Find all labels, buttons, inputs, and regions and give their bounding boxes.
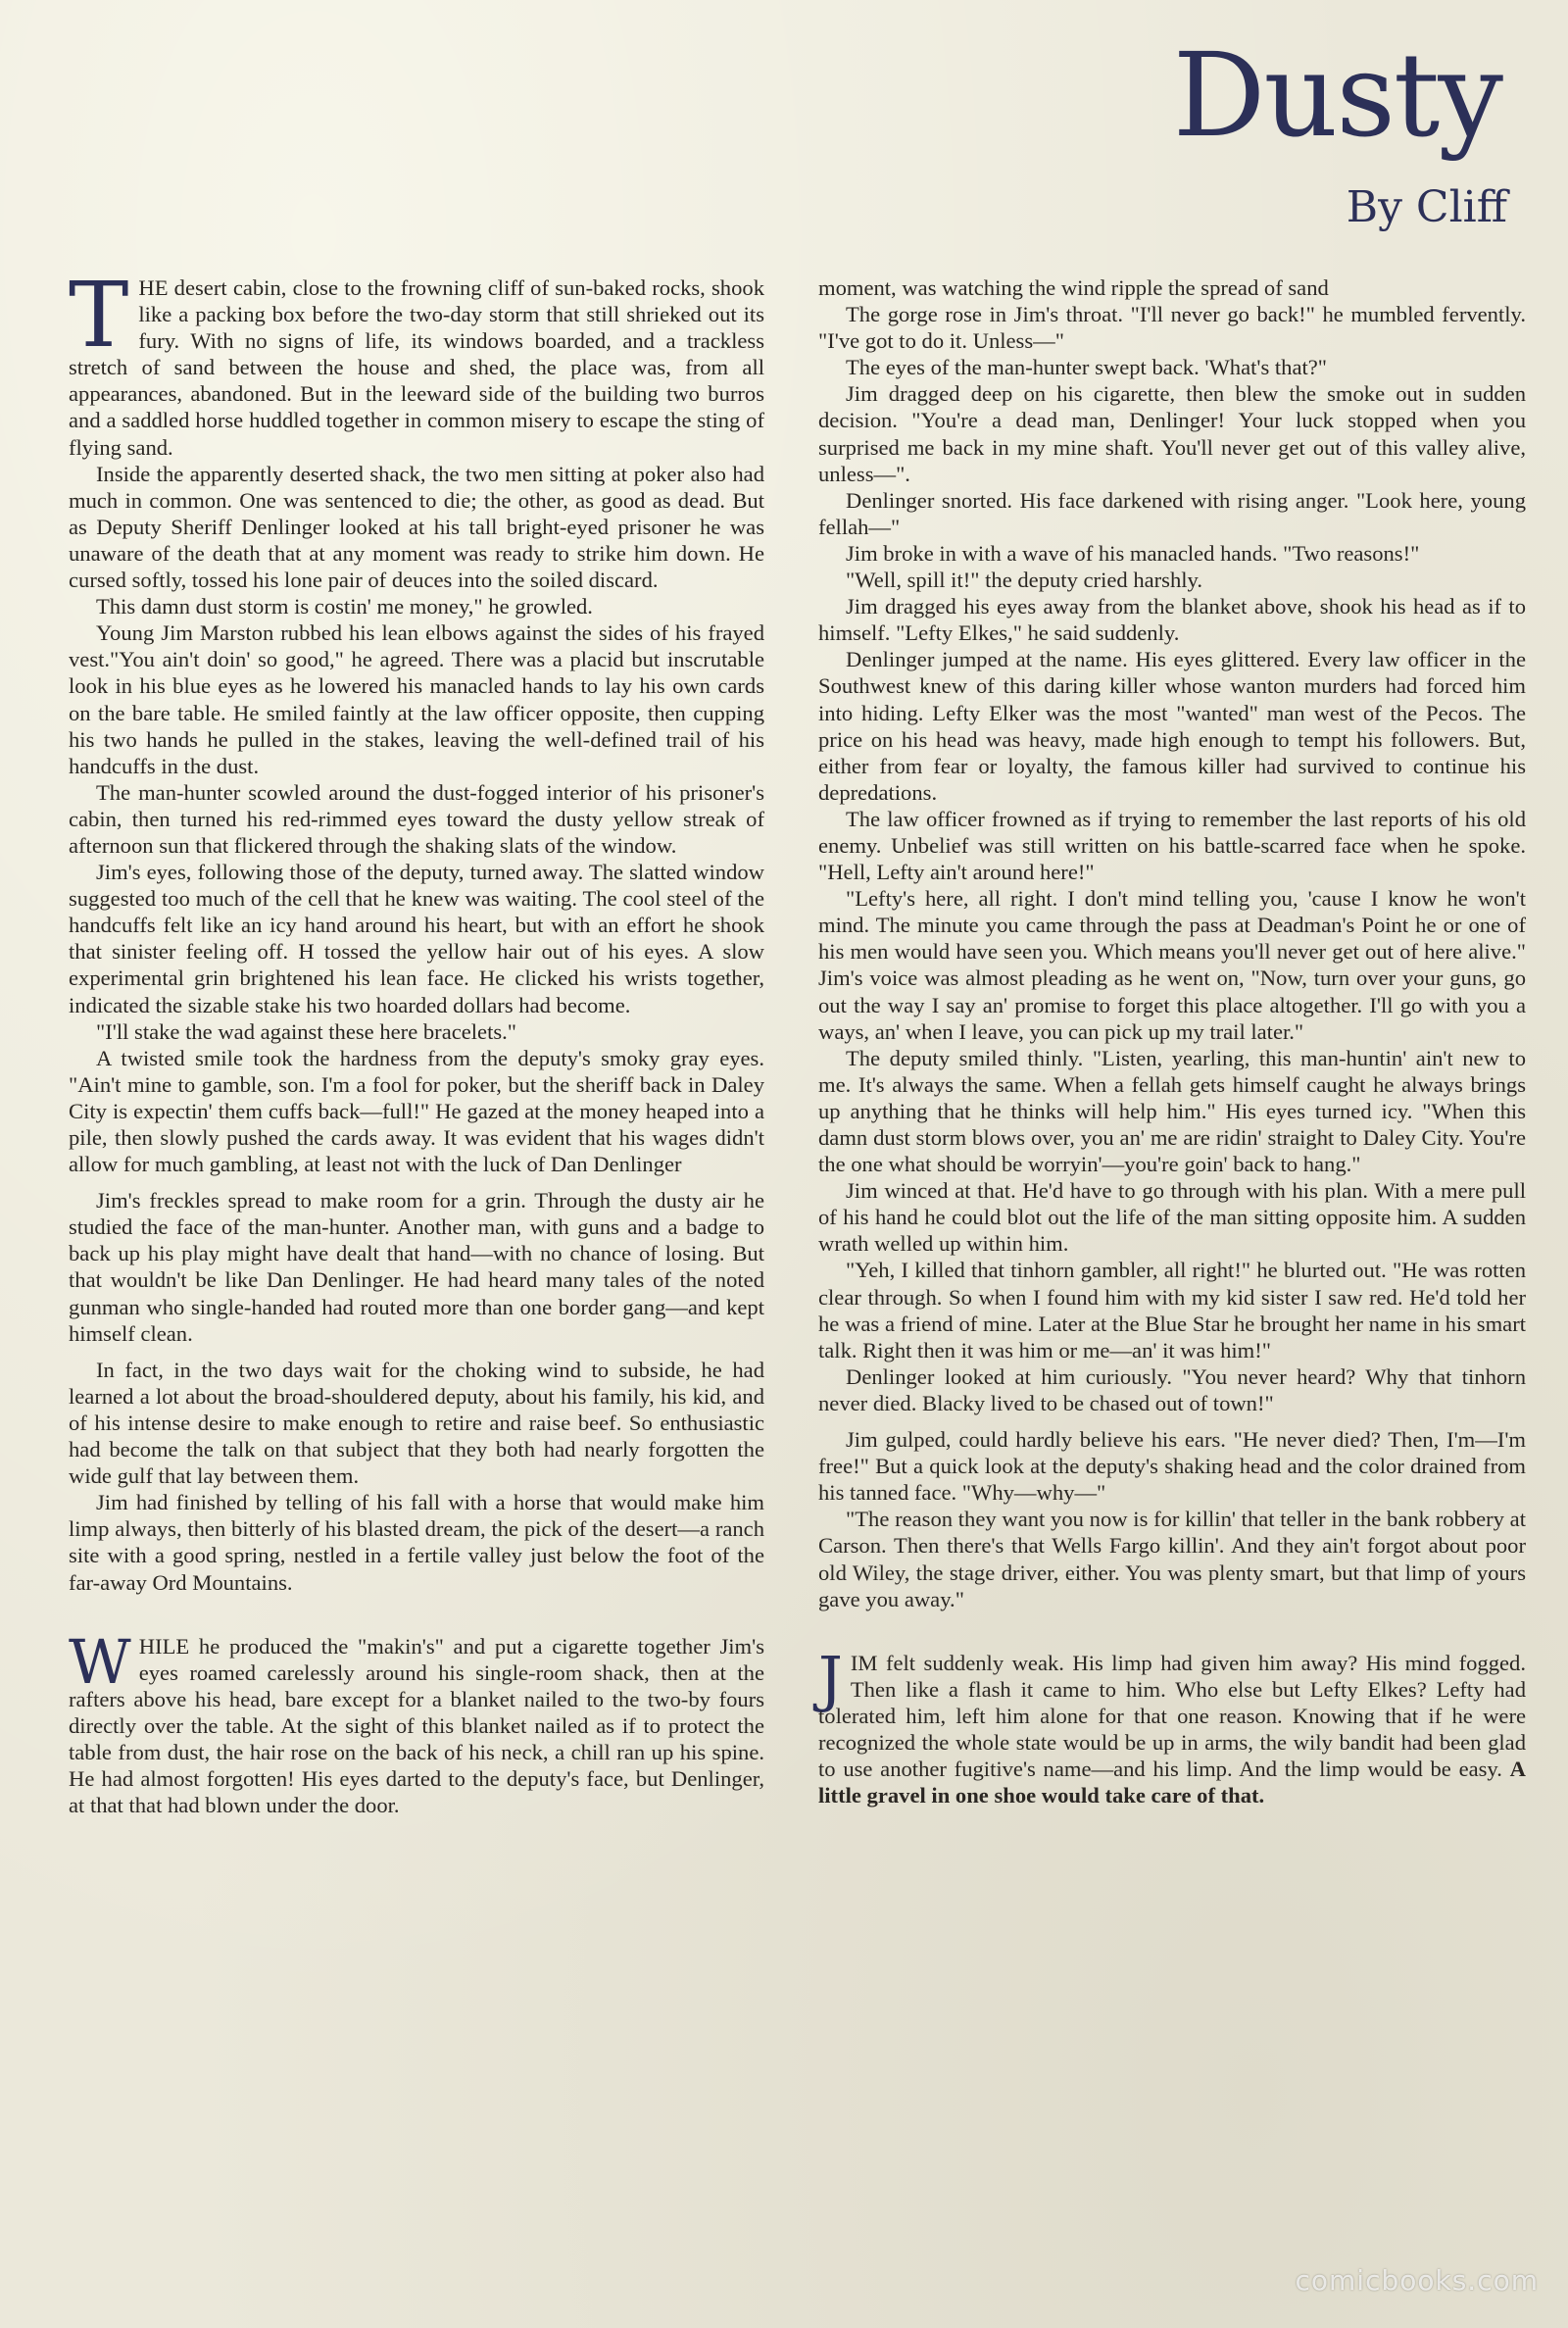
paragraph: A twisted smile took the hardness from the deputy's smoky gray eyes. "Ain't mine to gamble, son. I'm a fool for poker, but the sheriff back in Daley City is expectin' them cuffs back—full!" He gazed at the money heaped into a pile, then slowly pushed the cards away. It was evident that his wages didn't allow for much gambling, at least not with the luck of Dan Denlinger bbox=[69, 1045, 764, 1177]
paragraph-text: HILE he produced the "makin's" and put a cigarette together Jim's eyes roamed carelessly around his single-room shack, then at the rafters above his head, bare except for a blanket nailed to the two-by fours directly over the table. At the sight of this blanket nailed as if to protect the table from dust, the hair rose on the back of his neck, a chill ran up his spine. He had almost forgotten! His eyes darted to the deputy's face, but Denlinger, at that that had blown under the door. bbox=[69, 1633, 764, 1818]
paragraph-ending: A little gravel in one shoe would take care of that. bbox=[818, 1757, 1526, 1808]
paragraph: "I'll stake the wad against these here bracelets." bbox=[96, 1018, 517, 1044]
paragraph: Inside the apparently deserted shack, the two men sitting at poker also had much in common. One was sentenced to die; the other, as good as dead. But as Deputy Sheriff Denlinger looked at his tall bright-eyed prisoner he was unaware of the death that at any moment was ready to strike him down. He cursed softly, tossed his lone pair of deuces into the soiled discard. bbox=[69, 461, 764, 593]
paragraph: This damn dust storm is costin' me money," he growled. bbox=[96, 594, 593, 619]
paragraph bbox=[818, 1642, 1526, 1809]
paragraph: Denlinger snorted. His face darkened with rising anger. "Look here, young fellah—" bbox=[818, 487, 1526, 539]
story-byline: By Cliff bbox=[1346, 182, 1507, 232]
paragraph: moment, was watching the wind ripple the spread of sand bbox=[818, 275, 1329, 300]
paragraph: Denlinger looked at him curiously. "You never heard? Why that tinhorn never died. Blacky lived to be chased out of town!" bbox=[818, 1363, 1526, 1415]
paragraph-text: IM felt suddenly weak. His limp had given him away? His mind fogged. Then like a flash it came to him. Who else but Lefty Elkes? Lefty had tolerated him, left him alone for that one reason. Knowing that if he were recognized the whole state would be up in arms, the wily bandit had been glad to use another fugitive's name—and his limp. And the limp would be easy. bbox=[818, 1650, 1526, 1782]
paragraph: Jim dragged deep on his cigarette, then blew the smoke out in sudden decision. "You're a dead man, Denlinger! Your luck stopped when you surprised me back in my mine shaft. You'll never get out of this valley alive, unless—". bbox=[818, 381, 1526, 486]
drop-cap: J bbox=[818, 1642, 843, 1714]
drop-cap: T bbox=[69, 263, 129, 368]
paragraph bbox=[69, 263, 764, 461]
paragraph: The law officer frowned as if trying to remember the last reports of his old enemy. Unbelief was still written on his battle-scarred face when he spoke. "Hell, Lefty ain't around here!" bbox=[818, 806, 1526, 885]
paragraph: "Yeh, I killed that tinhorn gambler, all right!" he blurted out. "He was rotten clear through. So when I found him with my kid sister I saw red. He'd told her he was a friend of mine. Later at the Blue Star he brought her name in his smart talk. Right then it was him or me—an' it was him!" bbox=[818, 1258, 1526, 1362]
paragraph: Jim broke in with a wave of his manacled hands. "Two reasons!" bbox=[846, 540, 1420, 566]
paragraph: Jim's freckles spread to make room for a grin. Through the dusty air he studied the face of the man-hunter. Another man, with guns and a badge to back up his play might have dealt that hand—with no chance of losing. But that wouldn't be like Dan Denlinger. He had heard many tales of the noted gunman who single-handed had routed more than one border gang—and kept himself clean. bbox=[69, 1188, 764, 1346]
paragraph: Jim had finished by telling of his fall with a horse that would make him limp always, then bitterly of his blasted dream, the pick of the desert—a ranch site with a good spring, nestled in a fertile valley just below the foot of the far-away Ord Mountains. bbox=[69, 1490, 764, 1595]
paragraph: "Lefty's here, all right. I don't mind telling you, 'cause I know he won't mind. The minute you came through the pass at Deadman's Point he or one of his men would have seen you. Which means you'll never get out of here alive." Jim's voice was almost pleading as he went on, "Now, turn over your guns, go out the way I say an' promise to forget this place altogether. I'll go with you a ways, an' when I leave, you can pick up my trail later." bbox=[818, 886, 1526, 1044]
paragraph: The deputy smiled thinly. "Listen, yearling, this man-huntin' ain't new to me. It's always the same. When a fellah gets himself caught he always brings up anything that he thinks will help him." His eyes turned icy. "When this damn dust storm blows over, you an' me are ridin' straight to Daley City. You're the one what should be worryin'—you're goin' back to hang." bbox=[818, 1045, 1526, 1177]
story-title: Dusty bbox=[1172, 27, 1501, 163]
paragraph: The man-hunter scowled around the dust-fogged interior of his prisoner's cabin, then turned his red-rimmed eyes toward the dusty yellow streak of afternoon sun that flickered through the shaking slats of the window. bbox=[69, 779, 764, 858]
paragraph: Denlinger jumped at the name. His eyes glittered. Every law officer in the Southwest knew of this daring killer whose wanton murders had forced him into hiding. Lefty Elker was the most "wanted" man west of the Pecos. The price on his head was heavy, made high enough to tempt his followers. But, either from fear or loyalty, the famous killer had survived to continue his depredations. bbox=[818, 647, 1526, 805]
drop-cap: W bbox=[69, 1625, 131, 1698]
right-column bbox=[818, 274, 1526, 1808]
watermark: comicbooks.com bbox=[1295, 2264, 1539, 2297]
paragraph: In fact, in the two days wait for the choking wind to subside, he had learned a lot about the broad-shouldered deputy, about his family, his kid, and of his intense desire to make enough to retire and raise beef. So enthusiastic had become the talk on that subject that they both had nearly forgotten the wide gulf that lay between them. bbox=[69, 1357, 764, 1489]
paragraph: The gorge rose in Jim's throat. "I'll never go back!" he mumbled fervently. "I've got to do it. Unless—" bbox=[818, 302, 1526, 354]
paragraph: The eyes of the man-hunter swept back. 'What's that?" bbox=[846, 355, 1328, 380]
paragraph bbox=[69, 1625, 764, 1819]
paragraph: "Well, spill it!" the deputy cried harshly. bbox=[846, 568, 1203, 593]
paragraph: Young Jim Marston rubbed his lean elbows against the sides of his frayed vest."You ain't doin' so good," he agreed. There was a placid but inscrutable look in his blue eyes as he lowered his manacled hands to lay his own cards on the bare table. He smiled faintly at the law officer opposite, then cupping his two hands he pulled in the stakes, leaving the well-defined trail of his handcuffs in the dust. bbox=[69, 620, 764, 778]
paragraph: Jim gulped, could hardly believe his ears. "He never died? Then, I'm—I'm free!" But a quick look at the deputy's shaking head and the color drained from his tanned face. "Why—why—" bbox=[818, 1427, 1526, 1506]
paragraph: Jim's eyes, following those of the deputy, turned away. The slatted window suggested too much of the cell that he knew was waiting. The cool steel of the handcuffs felt like an icy hand around his heart, but with an effort he shook that sinister feeling off. H tossed the yellow hair out of his eyes. A slow experimental grin brightened his lean face. He clicked his wrists together, indicated the sizable stake his two hoarded dollars had become. bbox=[69, 860, 764, 1017]
paragraph: Jim dragged his eyes away from the blanket above, shook his head as if to himself. "Lefty Elkes," he said suddenly. bbox=[818, 594, 1526, 646]
paragraph-text: HE desert cabin, close to the frowning cliff of sun-baked rocks, shook like a packing box before the two-day storm that still shrieked out its fury. With no signs of life, its windows boarded, and a trackless stretch of sand between the house and shed, the place was, from all appearances, abandoned. But in the leeward side of the building two burros and a saddled horse huddled together in common misery to escape the sting of flying sand. bbox=[69, 275, 764, 460]
paragraph: "The reason they want you now is for killin' that teller in the bank robbery at Carson. Then there's that Wells Fargo killin'. And they ain't forgot about poor old Wiley, the stage driver, either. You was plenty smart, but that limp of yours gave you away." bbox=[818, 1507, 1526, 1611]
paragraph: Jim winced at that. He'd have to go through with his plan. With a mere pull of his hand he could blot out the life of the man sitting opposite him. A sudden wrath welled up within him. bbox=[818, 1178, 1526, 1257]
left-column bbox=[69, 263, 764, 1818]
